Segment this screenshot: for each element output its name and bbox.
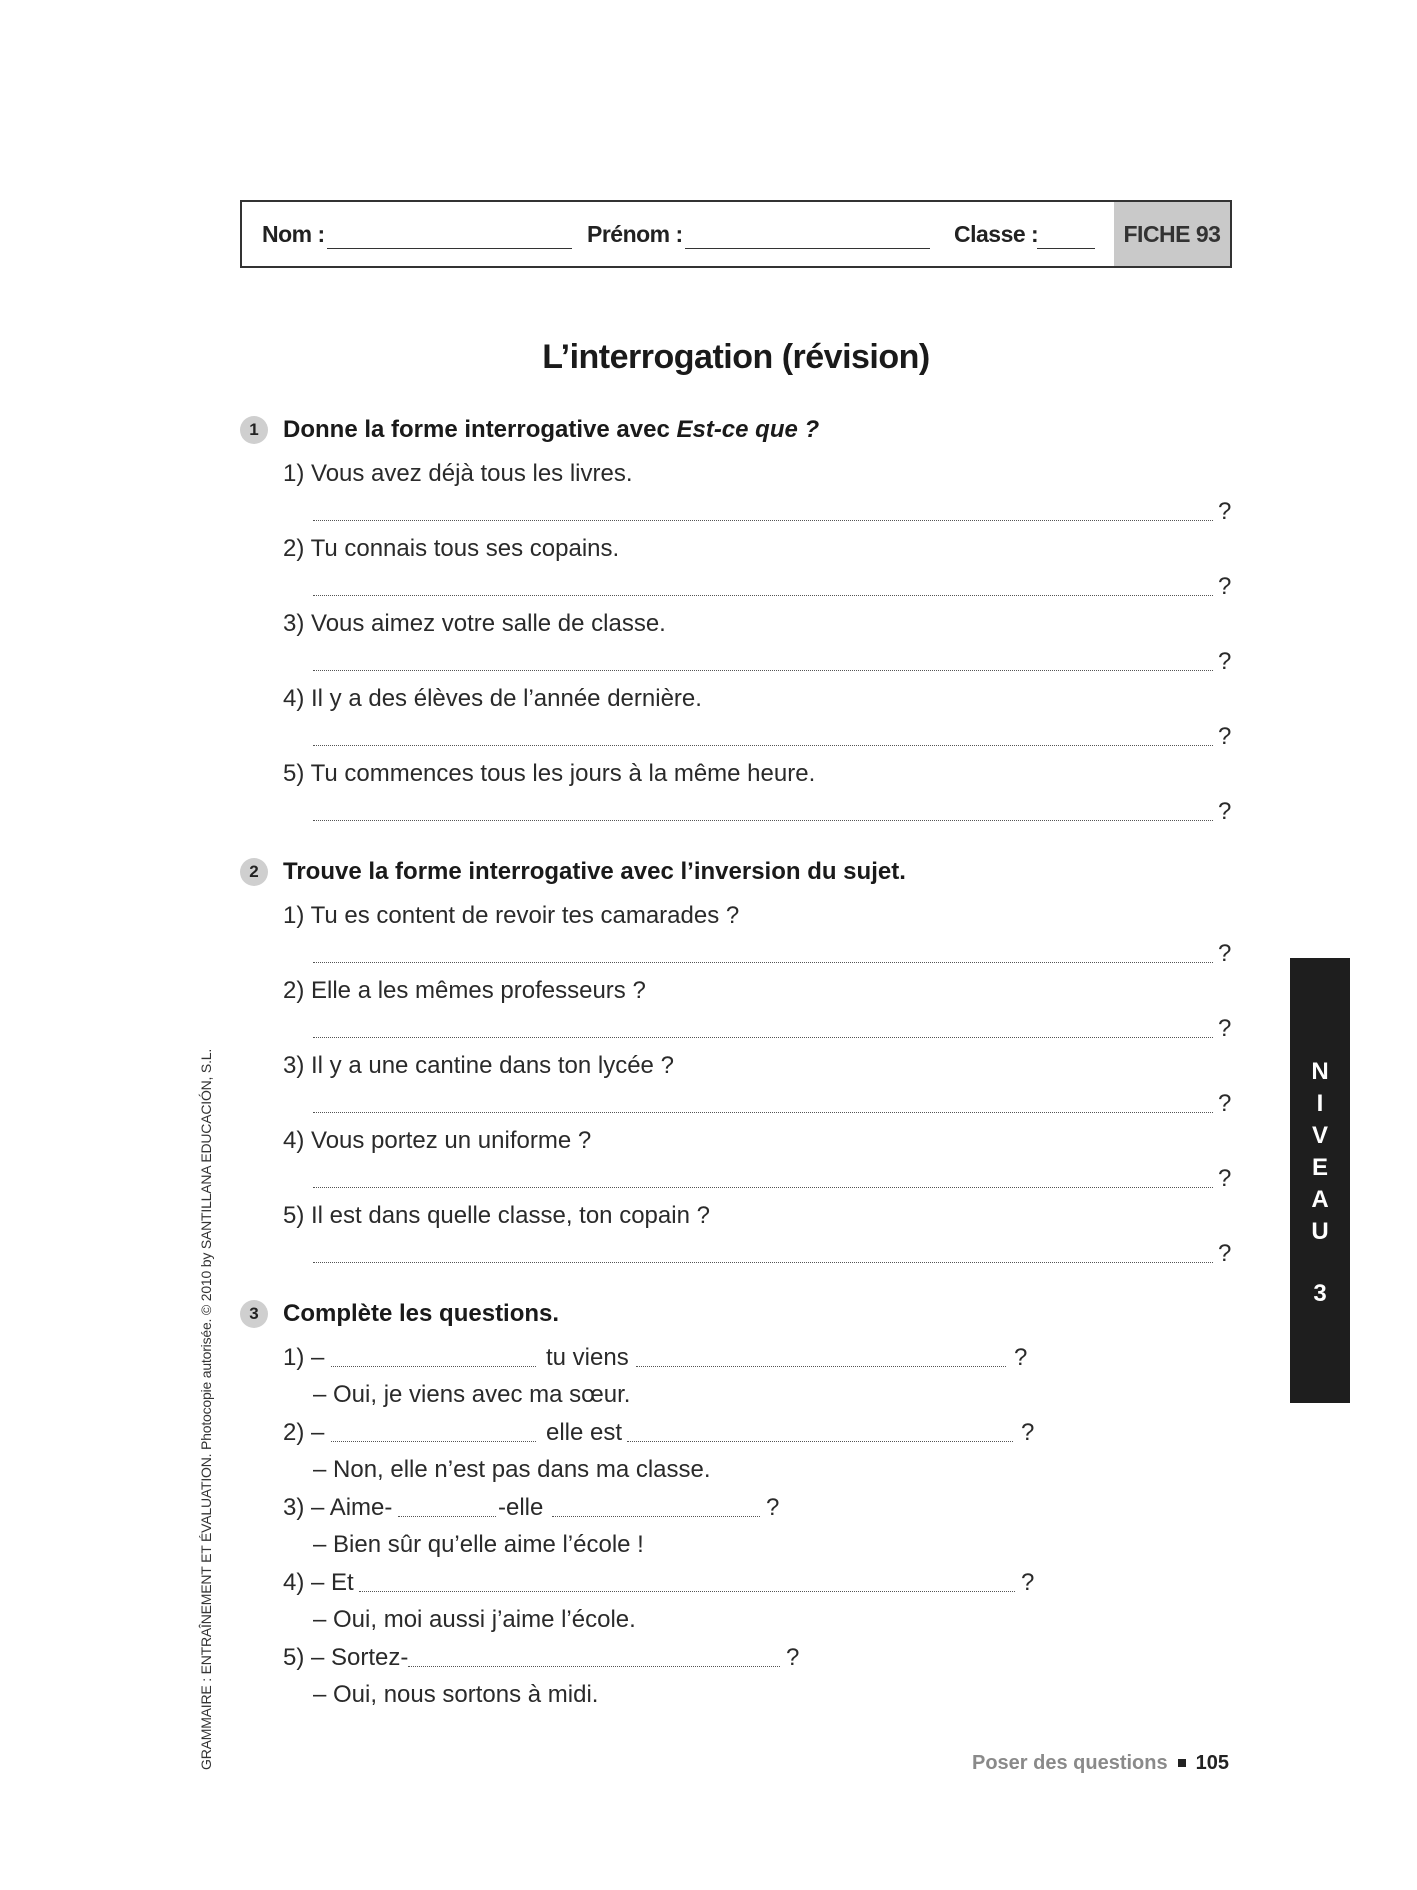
page-number: 105 — [1195, 1752, 1229, 1774]
exercise-2-qmark-3: ? — [1218, 1090, 1232, 1117]
q4-answer: – Oui, moi aussi j’aime l’école. — [313, 1606, 636, 1633]
exercise-2-answer-line-5[interactable] — [313, 1262, 1213, 1263]
exercise-1-item-4: 4) Il y a des élèves de l’année dernière. — [283, 685, 702, 712]
niveau-letter: V — [1311, 1122, 1328, 1149]
exercise-1-item-3: 3) Vous aimez votre salle de classe. — [283, 610, 666, 637]
exercise-2-item-4: 4) Vous portez un uniforme ? — [283, 1127, 592, 1154]
page-footer — [972, 1752, 1229, 1775]
q2-answer: – Non, elle n’est pas dans ma classe. — [313, 1456, 711, 1483]
q3-middle: -elle — [498, 1494, 544, 1521]
exercise-1-answer-line-1[interactable] — [313, 520, 1213, 521]
q3-blank-1[interactable] — [398, 1516, 496, 1517]
exercise-2-number: 2 — [240, 858, 268, 886]
exercise-2-qmark-5: ? — [1218, 1240, 1232, 1267]
exercise-1-title — [283, 416, 819, 444]
q1-middle: tu viens — [546, 1344, 629, 1371]
page-title: L’interrogation (révision) — [542, 338, 930, 376]
exercise-1-item-2: 2) Tu connais tous ses copains. — [283, 535, 620, 562]
exercise-3-number: 3 — [240, 1300, 268, 1328]
exercise-1-title-text: Donne la forme interrogative avec — [283, 416, 677, 443]
prenom-field[interactable] — [685, 248, 930, 249]
q5-blank[interactable] — [408, 1666, 780, 1667]
q1-blank-1[interactable] — [331, 1366, 536, 1367]
exercise-1-item-5: 5) Tu commences tous les jours à la même heure. — [283, 760, 816, 787]
exercise-2-answer-line-1[interactable] — [313, 962, 1213, 963]
q3-blank-2[interactable] — [552, 1516, 760, 1517]
niveau-letter: N — [1311, 1058, 1329, 1085]
q2-middle: elle est — [546, 1419, 623, 1446]
classe-field[interactable] — [1037, 248, 1095, 249]
q2-blank-2[interactable] — [627, 1441, 1013, 1442]
exercise-2-qmark-1: ? — [1218, 940, 1232, 967]
q1-prefix: 1) – — [283, 1344, 325, 1371]
exercise-1-number: 1 — [240, 416, 268, 444]
exercise-2-title: Trouve la forme interrogative avec l’inversion du sujet. — [283, 858, 906, 885]
q1-answer: – Oui, je viens avec ma sœur. — [313, 1381, 631, 1408]
exercise-1-item-1: 1) Vous avez déjà tous les livres. — [283, 460, 633, 487]
prenom-label: Prénom : — [587, 221, 683, 247]
nom-label: Nom : — [262, 221, 325, 247]
exercise-2-item-5: 5) Il est dans quelle classe, ton copain ? — [283, 1202, 710, 1229]
exercise-1-answer-line-4[interactable] — [313, 745, 1213, 746]
exercise-2-answer-line-3[interactable] — [313, 1112, 1213, 1113]
exercise-2-answer-line-2[interactable] — [313, 1037, 1213, 1038]
q3-prefix: 3) – Aime- — [283, 1494, 393, 1521]
exercise-2-item-3: 3) Il y a une cantine dans ton lycée ? — [283, 1052, 674, 1079]
niveau-letter: U — [1311, 1218, 1329, 1245]
q1-qmark: ? — [1014, 1344, 1028, 1371]
niveau-tab — [1290, 958, 1350, 1403]
exercise-2-qmark-4: ? — [1218, 1165, 1232, 1192]
exercise-3-title: Complète les questions. — [283, 1300, 560, 1327]
exercise-2-answer-line-4[interactable] — [313, 1187, 1213, 1188]
copyright-side-text: GRAMMAIRE : ENTRAÎNEMENT ET ÉVALUATION. Photocopie autorisée. © 2010 by SANTILLANA EDUCACIÓN, S.L. — [198, 1048, 214, 1770]
nom-field[interactable] — [327, 248, 572, 249]
q3-answer: – Bien sûr qu’elle aime l’école ! — [313, 1531, 644, 1558]
exercise-2-item-1: 1) Tu es content de revoir tes camarades ? — [283, 902, 740, 929]
niveau-letter: A — [1311, 1186, 1329, 1213]
footer-section: Poser des questions — [972, 1752, 1168, 1774]
q1-blank-2[interactable] — [636, 1366, 1006, 1367]
q3-qmark: ? — [766, 1494, 780, 1521]
q5-prefix: 5) – Sortez- — [283, 1644, 409, 1671]
exercise-1-qmark-3: ? — [1218, 648, 1232, 675]
q4-qmark: ? — [1021, 1569, 1035, 1596]
exercise-1-answer-line-3[interactable] — [313, 670, 1213, 671]
classe-label: Classe : — [954, 221, 1039, 247]
q4-prefix: 4) – Et — [283, 1569, 354, 1596]
fiche-number: FICHE 93 — [1114, 202, 1230, 266]
student-info-header — [240, 200, 1232, 268]
exercise-1-qmark-1: ? — [1218, 498, 1232, 525]
niveau-letter: E — [1311, 1154, 1328, 1181]
niveau-number: 3 — [1313, 1280, 1327, 1307]
q5-answer: – Oui, nous sortons à midi. — [313, 1681, 599, 1708]
exercise-1-qmark-4: ? — [1218, 723, 1232, 750]
exercise-1-answer-line-2[interactable] — [313, 595, 1213, 596]
exercise-1-qmark-2: ? — [1218, 573, 1232, 600]
exercise-2-qmark-2: ? — [1218, 1015, 1232, 1042]
exercise-1-title-em: Est-ce que ? — [676, 416, 820, 443]
footer-square-icon — [1178, 1759, 1186, 1767]
q5-qmark: ? — [786, 1644, 800, 1671]
exercise-2-item-2: 2) Elle a les mêmes professeurs ? — [283, 977, 646, 1004]
q4-blank[interactable] — [359, 1591, 1015, 1592]
q2-prefix: 2) – — [283, 1419, 325, 1446]
exercise-1-answer-line-5[interactable] — [313, 820, 1213, 821]
niveau-letter: I — [1316, 1090, 1324, 1117]
q2-qmark: ? — [1021, 1419, 1035, 1446]
exercise-1-qmark-5: ? — [1218, 798, 1232, 825]
q2-blank-1[interactable] — [331, 1441, 536, 1442]
